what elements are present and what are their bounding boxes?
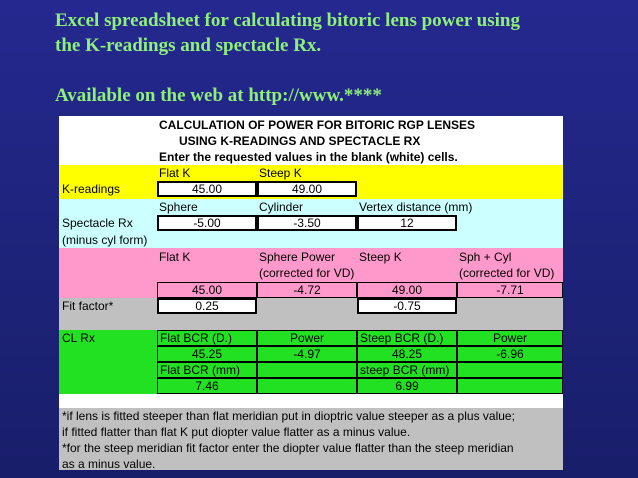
fit-factor-label: Fit factor* — [62, 299, 114, 313]
note-line-3: *for the steep meridian fit factor enter the diopter value flatter than the steep meridian — [62, 441, 514, 455]
cylinder-input[interactable]: -3.50 — [257, 215, 357, 231]
col-vertex-distance: Vertex distance (mm) — [359, 200, 473, 214]
header-flat-bcr-mm: Flat BCR (mm) — [157, 362, 257, 378]
empty-cell-c — [257, 378, 357, 394]
flat-bcr-mm-value: 7.46 — [157, 378, 257, 394]
spectacle-rx-sublabel: (minus cyl form) — [62, 233, 148, 247]
steep-k-input[interactable]: 49.00 — [257, 181, 357, 197]
power-2-value: -6.96 — [457, 346, 563, 362]
col-flat-k: Flat K — [159, 166, 191, 180]
calc-sph-cyl-value: -7.71 — [457, 282, 563, 298]
flat-bcr-d-value: 45.25 — [157, 346, 257, 362]
spectacle-rx-label: Spectacle Rx — [62, 216, 133, 230]
note-line-1: *if lens is fitted steeper than flat meridian put in dioptric value steeper as a plus value; — [62, 409, 515, 423]
power-1-value: -4.97 — [257, 346, 357, 362]
steep-bcr-d-value: 48.25 — [357, 346, 457, 362]
cl-rx-label: CL Rx — [62, 331, 95, 345]
col-sph-cyl-note: (corrected for VD) — [459, 266, 555, 280]
title-line-1: Excel spreadsheet for calculating bitoric lens power using — [55, 10, 520, 31]
note-line-2: if fitted flatter than flat K put diopter value flatter as a minus value. — [62, 425, 411, 439]
empty-cell-a — [257, 362, 357, 378]
calc-flat-k-value: 45.00 — [157, 282, 257, 298]
title-line-3: Available on the web at http://www.**** — [55, 85, 382, 106]
col-sphere-power: Sphere Power — [259, 250, 336, 264]
note-line-4: as a minus value. — [62, 457, 156, 470]
col-calc-steep-k: Steep K — [359, 250, 402, 264]
vertex-distance-input[interactable]: 12 — [357, 215, 457, 231]
col-calc-flat-k: Flat K — [159, 250, 191, 264]
fit-factor-steep-input[interactable]: -0.75 — [357, 298, 457, 314]
col-sph-cyl: Sph + Cyl — [459, 250, 512, 264]
sheet-header-line-3: Enter the requested values in the blank (white) cells. — [159, 150, 458, 164]
header-steep-bcr-d: Steep BCR (D.) — [357, 330, 457, 346]
col-sphere: Sphere — [159, 200, 198, 214]
sphere-input[interactable]: -5.00 — [157, 215, 257, 231]
col-sphere-power-note: (corrected for VD) — [259, 266, 355, 280]
slide-title — [55, 8, 625, 108]
flat-k-input[interactable]: 45.00 — [157, 181, 257, 197]
fit-factor-band — [59, 298, 563, 330]
sheet-header-line-2: USING K-READINGS AND SPECTACLE RX — [179, 134, 421, 148]
col-steep-k: Steep K — [259, 166, 302, 180]
spreadsheet — [59, 116, 563, 470]
sheet-header-line-1: CALCULATION OF POWER FOR BITORIC RGP LENSES — [159, 118, 476, 132]
header-power-2: Power — [457, 330, 563, 346]
col-cylinder: Cylinder — [259, 200, 304, 214]
calc-steep-k-value: 49.00 — [357, 282, 457, 298]
k-readings-label: K-readings — [62, 182, 121, 196]
title-line-2: the K-readings and spectacle Rx. — [55, 35, 322, 56]
empty-cell-d — [457, 378, 563, 394]
empty-cell-b — [457, 362, 563, 378]
fit-factor-flat-input[interactable]: 0.25 — [157, 298, 257, 314]
steep-bcr-mm-value: 6.99 — [357, 378, 457, 394]
header-power-1: Power — [257, 330, 357, 346]
header-flat-bcr-d: Flat BCR (D.) — [157, 330, 257, 346]
calc-sphere-power-value: -4.72 — [257, 282, 357, 298]
header-steep-bcr-mm: steep BCR (mm) — [357, 362, 457, 378]
